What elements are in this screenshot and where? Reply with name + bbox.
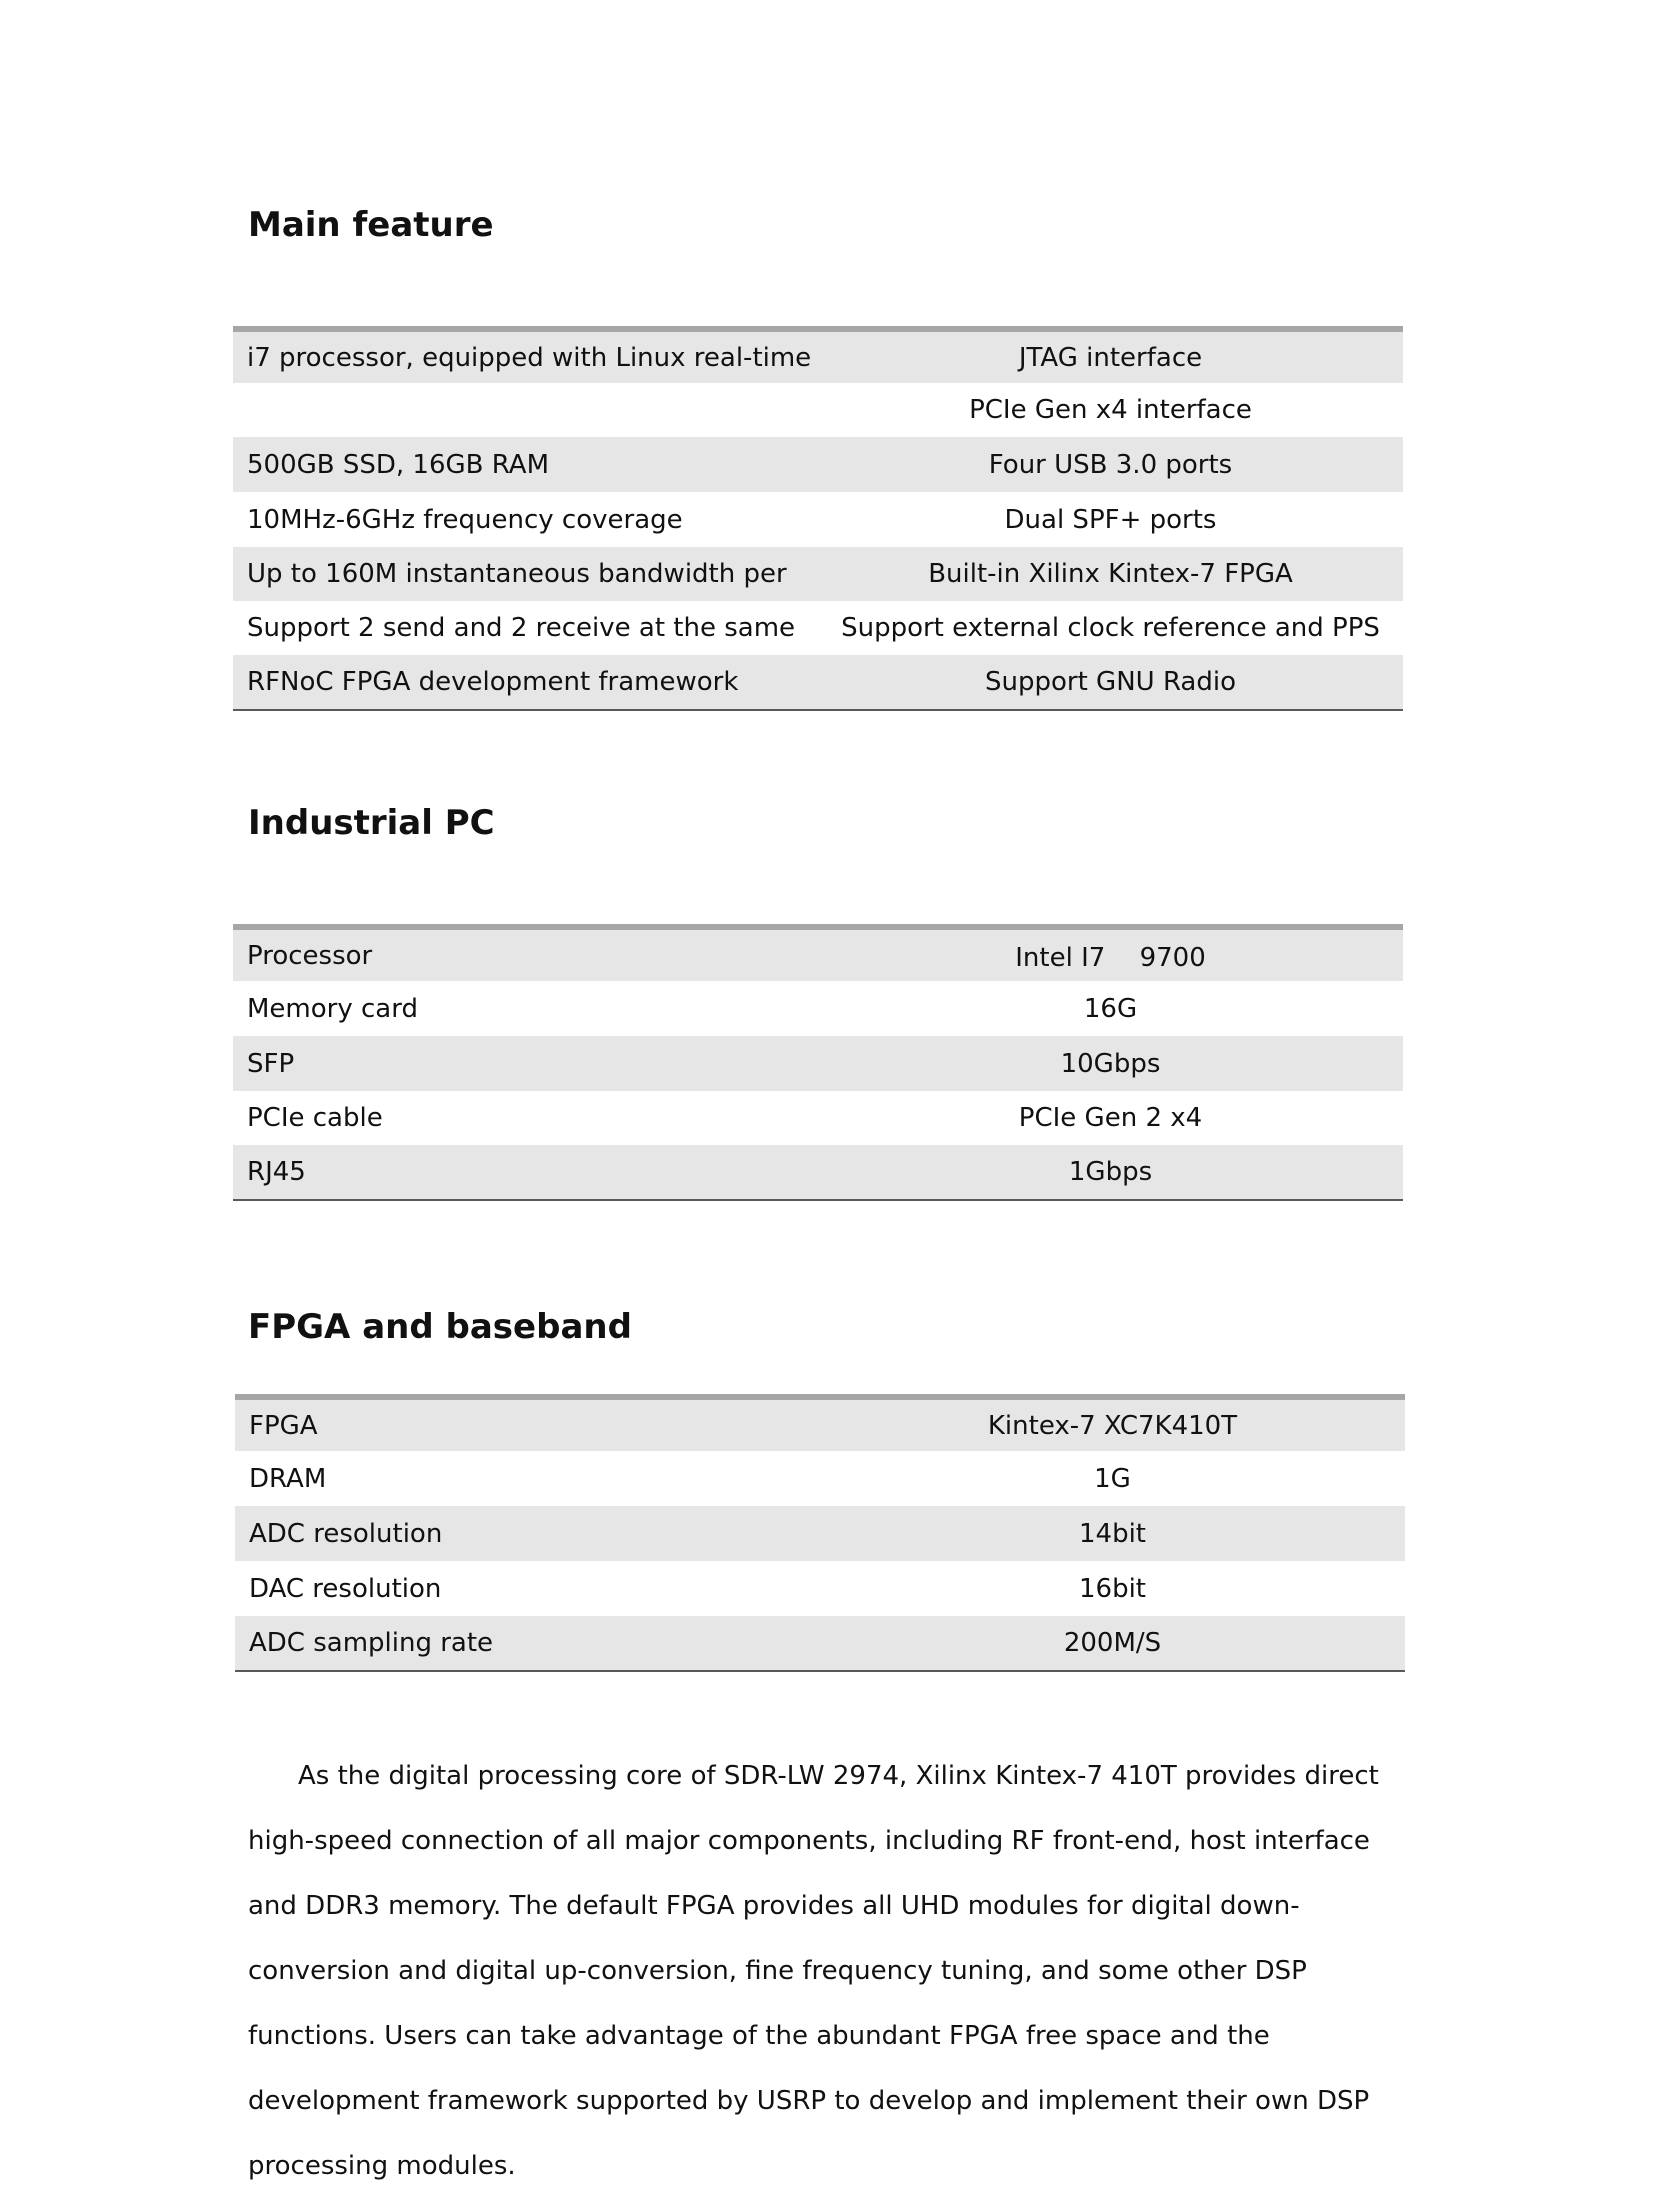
- table-row: [233, 927, 1403, 981]
- feature-cell: Support 2 send and 2 receive at the same: [247, 613, 796, 643]
- spec-value: 200M/S: [820, 1616, 1405, 1671]
- section-title-fpga-baseband: FPGA and baseband: [248, 1307, 632, 1347]
- table-row: [233, 329, 1403, 383]
- spec-value: 10Gbps: [818, 1036, 1403, 1091]
- feature-cell: 500GB SSD, 16GB RAM: [233, 437, 818, 492]
- spec-label: ADC resolution: [235, 1506, 820, 1561]
- table-row: [235, 1506, 1405, 1561]
- table-row: [233, 383, 1403, 437]
- table-row: [233, 1091, 1403, 1145]
- spec-label: PCIe cable: [247, 1103, 383, 1133]
- table-row: [235, 1451, 1405, 1506]
- section-title-main-feature: Main feature: [248, 205, 494, 245]
- spec-label: ADC sampling rate: [235, 1616, 820, 1671]
- feature-cell: [233, 383, 818, 437]
- table-row: [235, 1397, 1405, 1451]
- table-row: [233, 981, 1403, 1036]
- feature-cell: i7 processor, equipped with Linux real-time: [233, 329, 818, 383]
- feature-cell: JTAG interface: [818, 329, 1403, 383]
- spec-value: Kintex-7 XC7K410T: [820, 1397, 1405, 1451]
- feature-cell: Four USB 3.0 ports: [818, 437, 1403, 492]
- table-row: [233, 655, 1403, 710]
- table-row: [235, 1616, 1405, 1671]
- description-paragraph: [248, 1744, 1410, 2199]
- table-row: [233, 1145, 1403, 1200]
- feature-cell: 10MHz-6GHz frequency coverage: [247, 504, 683, 535]
- spec-label: Memory card: [247, 993, 418, 1024]
- spec-value: 1Gbps: [818, 1145, 1403, 1200]
- spec-label: DAC resolution: [249, 1573, 442, 1604]
- table-row: [233, 601, 1403, 655]
- spec-label: SFP: [233, 1036, 818, 1091]
- spec-label: Processor: [233, 927, 818, 981]
- spec-value: 14bit: [820, 1506, 1405, 1561]
- feature-cell: PCIe Gen x4 interface: [969, 395, 1252, 425]
- spec-value: Intel I7 9700: [818, 927, 1403, 981]
- feature-cell: RFNoC FPGA development framework: [233, 655, 818, 710]
- feature-cell: Support GNU Radio: [818, 655, 1403, 710]
- table-row: [233, 437, 1403, 492]
- industrial-pc-table: [233, 924, 1403, 1201]
- spec-label: DRAM: [249, 1463, 327, 1494]
- section-title-industrial-pc: Industrial PC: [248, 803, 495, 843]
- spec-value: PCIe Gen 2 x4: [1018, 1103, 1203, 1133]
- table-row: [233, 1036, 1403, 1091]
- table-row: [235, 1561, 1405, 1616]
- spec-label: RJ45: [233, 1145, 818, 1200]
- feature-cell: Support external clock reference and PPS: [841, 613, 1380, 643]
- paragraph-text: As the digital processing core of SDR-LW 2974, Xilinx Kintex-7 410T provides direct high-speed connection of all major components, including RF front-end, host interface and DDR3 memory. The default FPGA provides all UHD modules for digital down-conversion and digital up-conversion, fine frequency tuning, and some other DSP functions. Users can take advantage of the abundant FPGA free space and the development framework supported by USRP to develop and implement their own DSP processing modules.: [248, 1761, 1379, 2181]
- main-feature-table: [233, 326, 1403, 711]
- spec-label: FPGA: [235, 1397, 820, 1451]
- feature-cell: Dual SPF+ ports: [1004, 504, 1217, 535]
- spec-value: 16bit: [1078, 1573, 1146, 1604]
- fpga-baseband-table: [235, 1394, 1405, 1672]
- spec-value: 1G: [1094, 1463, 1131, 1494]
- spec-value: 16G: [1083, 993, 1138, 1024]
- feature-cell: Built-in Xilinx Kintex-7 FPGA: [818, 547, 1403, 601]
- table-row: [233, 547, 1403, 601]
- table-row: [233, 492, 1403, 547]
- feature-cell: Up to 160M instantaneous bandwidth per: [233, 547, 818, 601]
